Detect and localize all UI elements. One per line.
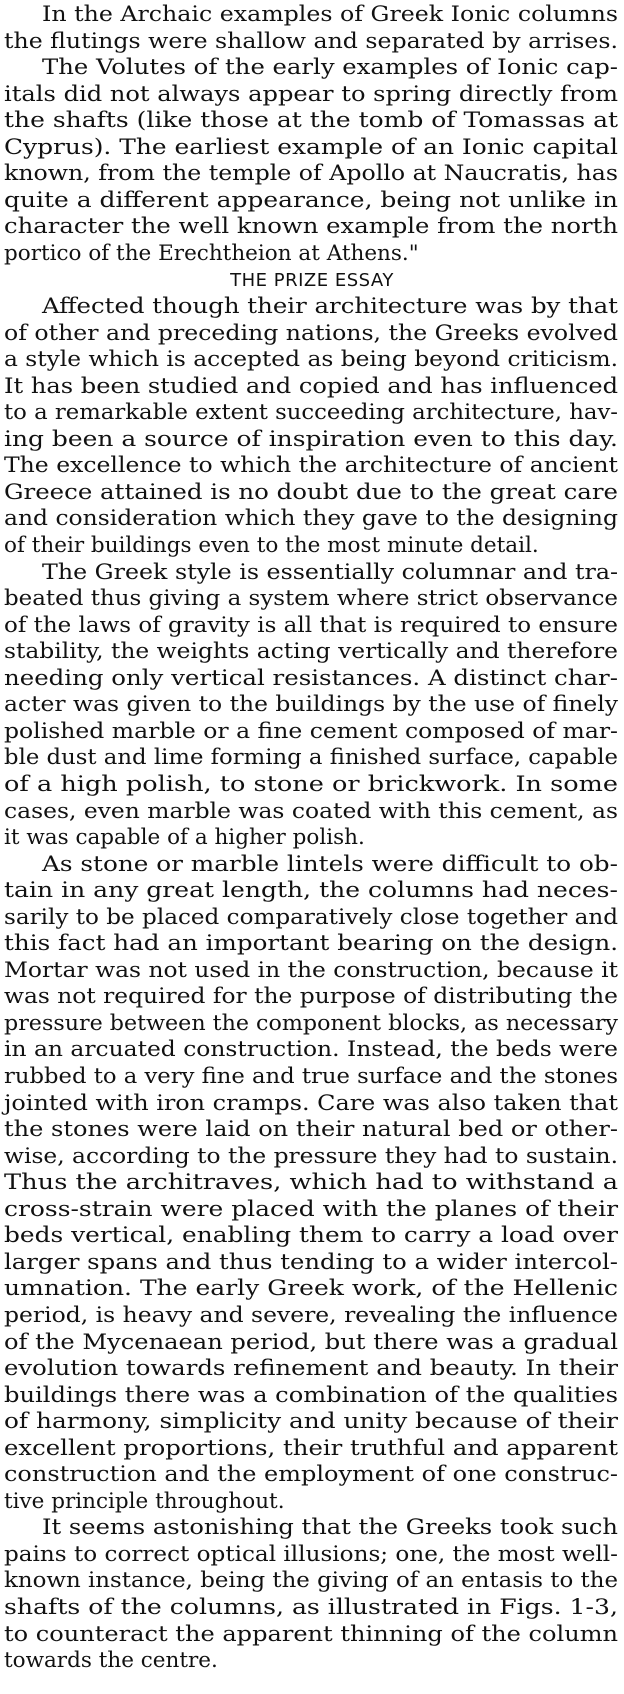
text-line xyxy=(0,931,624,958)
text-line xyxy=(0,188,624,215)
text-line-content: wise, according to the pressure they had to sustain. xyxy=(4,1143,618,1169)
text-line xyxy=(0,772,624,799)
text-line-content: excellent proportions, their truthful and apparent xyxy=(4,1435,619,1461)
section-heading-text: THE PRIZE ESSAY xyxy=(230,269,394,291)
text-line xyxy=(0,1250,624,1277)
text-line-content: beds vertical, enabling them to carry a load over xyxy=(4,1223,618,1249)
text-line xyxy=(0,1091,624,1118)
text-line-content: As stone or marble lintels were difficult to ob- xyxy=(42,851,618,877)
text-line-content: It has been studied and copied and has influenced xyxy=(4,373,619,399)
text-line-content: sarily to be placed comparatively close together and xyxy=(4,904,618,930)
text-line xyxy=(0,480,624,507)
text-line-content: to counteract the apparent thinning of the column xyxy=(4,1621,618,1647)
text-line xyxy=(0,586,624,613)
text-line-content: ing been a source of inspiration even to this day. xyxy=(4,426,618,452)
text-line xyxy=(0,560,624,587)
text-line xyxy=(0,453,624,480)
text-line xyxy=(0,799,624,826)
text-line xyxy=(0,1197,624,1224)
text-line xyxy=(0,1330,624,1357)
text-line xyxy=(0,1276,624,1303)
text-line xyxy=(0,161,624,188)
text-line-content: the stones were laid on their natural bed or other- xyxy=(4,1117,619,1143)
text-line xyxy=(0,1595,624,1622)
text-line-content: itals did not always appear to spring directly from xyxy=(4,81,618,107)
text-line-content: The Greek style is essentially columnar and tra- xyxy=(42,559,619,585)
text-line xyxy=(0,852,624,879)
text-line-content: jointed with iron cramps. Care was also taken that xyxy=(4,1090,618,1116)
text-line xyxy=(0,294,624,321)
text-line xyxy=(0,214,624,241)
text-line-content: beated thus giving a system where strict observance xyxy=(4,586,619,612)
text-line xyxy=(0,1383,624,1410)
text-line xyxy=(0,1303,624,1330)
text-line-content: needing only vertical resistances. A distinct char- xyxy=(4,665,618,691)
text-line xyxy=(0,29,624,56)
text-line-content: The excellence to which the architecture of ancient xyxy=(4,453,619,479)
text-line xyxy=(0,1064,624,1091)
text-line-content: and consideration which they gave to the designing xyxy=(4,506,618,532)
text-line xyxy=(0,1648,624,1675)
text-line xyxy=(0,1356,624,1383)
text-line xyxy=(0,1117,624,1144)
text-line-content: tive principle throughout. xyxy=(4,1488,285,1514)
text-line xyxy=(0,1542,624,1569)
text-line-content: In the Archaic examples of Greek Ionic columns xyxy=(42,2,618,27)
text-line-content: character the well known example from the north xyxy=(4,214,619,240)
text-line-content: Cyprus). The earliest example of an Ionic capital xyxy=(4,134,618,160)
text-line-content: this fact had an important bearing on the design. xyxy=(4,931,619,957)
text-line xyxy=(0,1170,624,1197)
text-line-content: cases, even marble was coated with this cement, as xyxy=(4,798,619,824)
text-line-content: rubbed to a very fine and true surface and the stones xyxy=(4,1064,619,1089)
text-line xyxy=(0,427,624,454)
text-line-content: The Volutes of the early examples of Ionic cap- xyxy=(42,55,619,81)
text-line xyxy=(0,374,624,401)
text-line-content: to a remarkable extent succeeding architecture, hav- xyxy=(4,400,619,426)
text-line-content: the flutings were shallow and separated by arrises. xyxy=(4,28,619,54)
text-line xyxy=(0,1515,624,1542)
text-line-content: quite a different appearance, being not unlike in xyxy=(4,187,618,213)
text-line-content: of harmony, simplicity and unity because of their xyxy=(4,1409,618,1435)
text-line xyxy=(0,2,624,29)
text-line xyxy=(0,745,624,772)
text-line-content: Greece attained is no doubt due to the great care xyxy=(4,479,619,505)
text-line xyxy=(0,533,624,560)
text-line-content: Thus the architraves, which had to withstand a xyxy=(4,1170,619,1196)
text-line-content: of other and preceding nations, the Greeks evolved xyxy=(4,320,619,346)
text-line xyxy=(0,1409,624,1436)
text-line-content: of a high polish, to stone or brickwork. In some xyxy=(4,771,618,797)
text-line xyxy=(0,55,624,82)
text-line-content: was not required for the purpose of distributing the xyxy=(4,984,618,1010)
text-line-content: It seems astonishing that the Greeks took such xyxy=(42,1515,618,1541)
text-line-content: construction and the employment of one construc- xyxy=(4,1462,618,1488)
text-line-content: Mortar was not used in the construction, because it xyxy=(4,957,619,983)
text-line-content: tain in any great length, the columns had neces- xyxy=(4,878,618,904)
text-line xyxy=(0,825,624,852)
text-line-content: known, from the temple of Apollo at Naucratis, has xyxy=(4,161,618,187)
text-line-content: pains to correct optical illusions; one, the most well- xyxy=(4,1541,618,1567)
text-line xyxy=(0,639,624,666)
text-line xyxy=(0,506,624,533)
text-line xyxy=(0,1622,624,1649)
text-line xyxy=(0,1462,624,1489)
text-line xyxy=(0,82,624,109)
text-line-content: known instance, being the giving of an entasis to the xyxy=(4,1568,619,1594)
text-line-content: of their buildings even to the most minute detail. xyxy=(4,533,539,558)
text-line-content: in an arcuated construction. Instead, the beds were xyxy=(4,1037,618,1063)
text-line-content: acter was given to the buildings by the use of finely xyxy=(4,692,618,718)
text-line xyxy=(0,1144,624,1171)
text-line-content: of the Mycenaean period, but there was a gradual xyxy=(4,1329,619,1355)
text-line-content: ble dust and lime forming a finished surface, capable xyxy=(4,745,619,771)
text-line xyxy=(0,1489,624,1516)
text-line xyxy=(0,905,624,932)
text-line xyxy=(0,1568,624,1595)
section-heading xyxy=(0,268,624,295)
text-line xyxy=(0,400,624,427)
text-line xyxy=(0,692,624,719)
text-line-content: larger spans and thus tending to a wider intercol- xyxy=(4,1249,618,1275)
text-line xyxy=(0,613,624,640)
text-line-content: cross-strain were placed with the planes of their xyxy=(4,1196,618,1222)
text-line-content: the shafts (like those at the tomb of Tomassas at xyxy=(4,108,619,134)
text-line-content: polished marble or a fine cement composed of mar- xyxy=(4,718,619,744)
text-line xyxy=(0,666,624,693)
text-line xyxy=(0,878,624,905)
text-line xyxy=(0,1037,624,1064)
text-line-content: Affected though their architecture was by that xyxy=(42,294,618,320)
text-line-content: it was capable of a higher polish. xyxy=(4,825,365,851)
text-line xyxy=(0,1223,624,1250)
text-line xyxy=(0,108,624,135)
text-line-content: towards the centre. xyxy=(4,1648,218,1674)
text-line-content: period, is heavy and severe, revealing the influence xyxy=(4,1302,619,1328)
text-line xyxy=(0,719,624,746)
text-line-content: buildings there was a combination of the qualities xyxy=(4,1382,619,1408)
text-line-content: portico of the Erechtheion at Athens." xyxy=(4,240,419,266)
text-line-content: evolution towards refinement and beauty. In their xyxy=(4,1356,618,1382)
text-line-content: of the laws of gravity is all that is required to ensure xyxy=(4,612,618,638)
text-line xyxy=(0,958,624,985)
text-line-content: umnation. The early Greek work, of the Hellenic xyxy=(4,1276,619,1302)
text-line-content: a style which is accepted as being beyond criticism. xyxy=(4,347,618,373)
text-line-content: stability, the weights acting vertically and therefore xyxy=(4,639,618,665)
text-line xyxy=(0,1436,624,1463)
text-line-content: pressure between the component blocks, as necessary xyxy=(4,1010,618,1036)
text-line xyxy=(0,241,624,268)
text-line xyxy=(0,1011,624,1038)
text-line xyxy=(0,347,624,374)
text-line xyxy=(0,135,624,162)
text-line-content: shafts of the columns, as illustrated in Figs. 1-3, xyxy=(4,1595,618,1620)
text-line xyxy=(0,321,624,348)
text-line xyxy=(0,984,624,1011)
